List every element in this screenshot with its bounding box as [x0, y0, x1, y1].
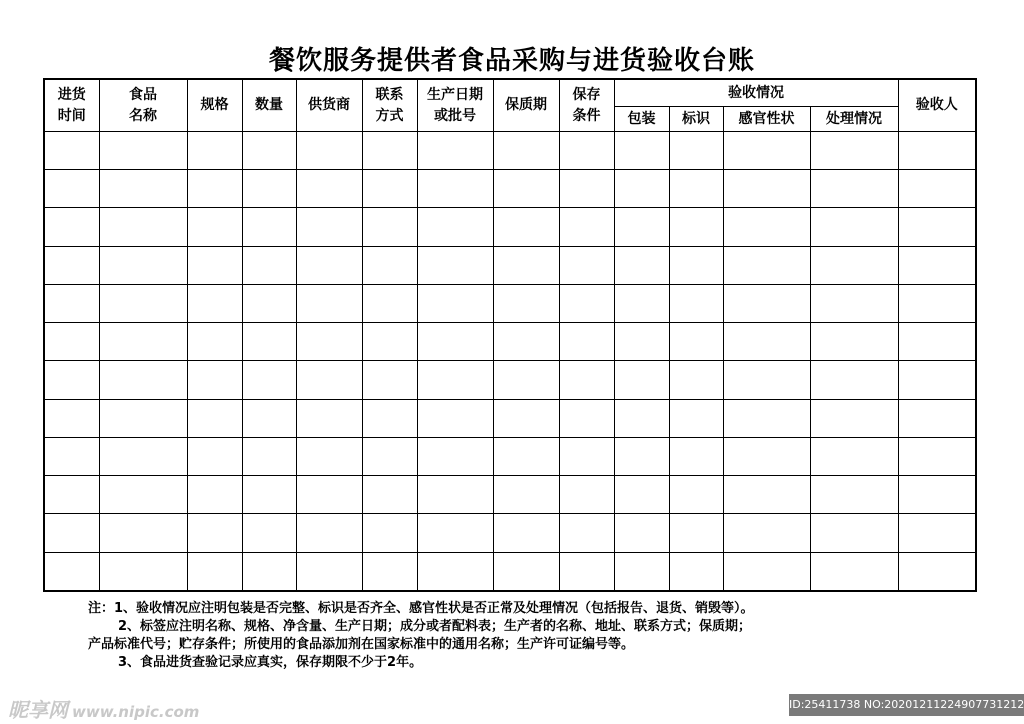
table-cell[interactable]: [362, 284, 417, 322]
table-cell[interactable]: [614, 514, 669, 552]
table-cell[interactable]: [898, 284, 976, 322]
table-cell[interactable]: [559, 208, 614, 246]
header-label: 数量: [255, 97, 283, 113]
table-cell[interactable]: [614, 170, 669, 208]
note-line: 注：1、验收情况应注明包装是否完整、标识是否齐全、感官性状是否正常及处理情况（包括报告、退货、销毁等）。: [88, 601, 754, 616]
table-cell[interactable]: [810, 361, 898, 399]
header-storage: [559, 79, 614, 132]
table-cell[interactable]: [810, 476, 898, 514]
table-cell[interactable]: [723, 284, 810, 322]
table-cell[interactable]: [242, 437, 296, 475]
header-production-date: [417, 79, 493, 132]
image-id-bar: ID:25411738 NO:20201211224907731212: [789, 694, 1024, 716]
table-cell[interactable]: [493, 323, 559, 361]
header-purchase-time: [44, 79, 99, 132]
table-cell[interactable]: [723, 399, 810, 437]
table-cell[interactable]: [493, 476, 559, 514]
table-cell[interactable]: [187, 246, 242, 284]
table-cell[interactable]: [242, 323, 296, 361]
table-cell[interactable]: [614, 552, 669, 591]
table-cell[interactable]: [362, 246, 417, 284]
table-row: [44, 284, 976, 322]
table-cell[interactable]: [614, 399, 669, 437]
table-cell[interactable]: [614, 361, 669, 399]
table-cell[interactable]: [669, 323, 723, 361]
header-label: 供货商: [308, 97, 350, 113]
header-shelf-life: [493, 79, 559, 132]
table-cell[interactable]: [99, 437, 187, 475]
table-cell[interactable]: [417, 361, 493, 399]
table-cell[interactable]: [559, 361, 614, 399]
table-cell[interactable]: [493, 399, 559, 437]
table-cell[interactable]: [898, 170, 976, 208]
logo-text: 昵享网: [8, 698, 68, 722]
table-cell[interactable]: [99, 399, 187, 437]
table-row: [44, 361, 976, 399]
header-spec: [187, 79, 242, 132]
table-cell[interactable]: [417, 514, 493, 552]
table-cell[interactable]: [810, 437, 898, 475]
table-cell[interactable]: [898, 361, 976, 399]
table-cell[interactable]: [810, 170, 898, 208]
table-cell[interactable]: [417, 399, 493, 437]
header-label: 保质期: [505, 97, 547, 113]
table-cell[interactable]: [669, 399, 723, 437]
header-label: 生产日期 或批号: [427, 86, 483, 124]
table-cell[interactable]: [242, 208, 296, 246]
table-cell[interactable]: [44, 476, 99, 514]
watermark-logo: [8, 694, 199, 723]
table-cell[interactable]: [493, 514, 559, 552]
table-cell[interactable]: [723, 323, 810, 361]
header-label: 规格: [200, 97, 229, 113]
table-cell[interactable]: [187, 323, 242, 361]
table-cell[interactable]: [898, 437, 976, 475]
table-cell[interactable]: [417, 437, 493, 475]
table-cell[interactable]: [898, 514, 976, 552]
note-line: 3、食品进货查验记录应真实，保存期限不少于2年。: [118, 655, 423, 670]
table-cell[interactable]: [362, 399, 417, 437]
table-cell[interactable]: [898, 476, 976, 514]
table-cell[interactable]: [187, 399, 242, 437]
table-cell[interactable]: [559, 284, 614, 322]
table-cell[interactable]: [296, 132, 362, 170]
table-cell[interactable]: [242, 514, 296, 552]
table-cell[interactable]: [362, 132, 417, 170]
notes-section: [90, 600, 970, 672]
table-cell[interactable]: [898, 246, 976, 284]
table-cell[interactable]: [242, 361, 296, 399]
table-cell[interactable]: [44, 132, 99, 170]
page-title: 餐饮服务提供者食品采购与进货验收台账: [268, 46, 755, 76]
table-cell[interactable]: [559, 170, 614, 208]
logo-url: www.nipic.com: [72, 703, 200, 721]
table-cell[interactable]: [559, 246, 614, 284]
table-cell[interactable]: [669, 170, 723, 208]
table-cell[interactable]: [493, 284, 559, 322]
table-cell[interactable]: [296, 246, 362, 284]
table-cell[interactable]: [669, 361, 723, 399]
table-cell[interactable]: [559, 437, 614, 475]
subheader-handling: 处理情况: [810, 107, 898, 132]
table-cell[interactable]: [810, 514, 898, 552]
table-cell[interactable]: [296, 476, 362, 514]
table-cell[interactable]: [898, 208, 976, 246]
table-cell[interactable]: [242, 284, 296, 322]
table-cell[interactable]: [362, 437, 417, 475]
table-cell[interactable]: [559, 552, 614, 591]
table-cell[interactable]: [44, 323, 99, 361]
table-cell[interactable]: [99, 170, 187, 208]
table-cell[interactable]: [362, 208, 417, 246]
table-cell[interactable]: [417, 284, 493, 322]
table-cell[interactable]: [44, 361, 99, 399]
table-row: [44, 552, 976, 591]
header-label: 食品 名称: [129, 86, 157, 124]
table-cell[interactable]: [417, 476, 493, 514]
table-cell[interactable]: [44, 208, 99, 246]
table-cell[interactable]: [296, 284, 362, 322]
table-cell[interactable]: [898, 132, 976, 170]
table-cell[interactable]: [614, 323, 669, 361]
table-row: [44, 208, 976, 246]
table-cell[interactable]: [44, 246, 99, 284]
table-cell[interactable]: [493, 246, 559, 284]
table-cell[interactable]: [44, 284, 99, 322]
table-cell[interactable]: [99, 552, 187, 591]
table-cell[interactable]: [187, 284, 242, 322]
table-cell[interactable]: [669, 246, 723, 284]
table-cell[interactable]: [44, 399, 99, 437]
table-cell[interactable]: [614, 476, 669, 514]
table-cell[interactable]: [810, 552, 898, 591]
table-cell[interactable]: [898, 323, 976, 361]
header-supplier: [296, 79, 362, 132]
table-cell[interactable]: [99, 514, 187, 552]
table-row: [44, 170, 976, 208]
table-cell[interactable]: [242, 552, 296, 591]
table-cell[interactable]: [296, 399, 362, 437]
table-cell[interactable]: [296, 323, 362, 361]
table-cell[interactable]: [187, 437, 242, 475]
table-cell[interactable]: [723, 170, 810, 208]
table-cell[interactable]: [669, 284, 723, 322]
table-cell[interactable]: [187, 552, 242, 591]
subheader-packaging: 包装: [614, 107, 669, 132]
header-label: 进货 时间: [57, 86, 86, 124]
table-cell[interactable]: [242, 399, 296, 437]
table-cell[interactable]: [898, 399, 976, 437]
table-cell[interactable]: [614, 437, 669, 475]
table-cell[interactable]: [493, 132, 559, 170]
table-row: [44, 437, 976, 475]
table-cell[interactable]: [723, 208, 810, 246]
table-cell[interactable]: [296, 208, 362, 246]
subheader-label: 标识: [669, 107, 723, 132]
table-row: [44, 132, 976, 170]
table-cell[interactable]: [296, 361, 362, 399]
table-cell[interactable]: [99, 284, 187, 322]
table-row: [44, 399, 976, 437]
table-cell[interactable]: [723, 552, 810, 591]
table-row: [44, 476, 976, 514]
table-cell[interactable]: [362, 476, 417, 514]
table-cell[interactable]: [187, 132, 242, 170]
table-cell[interactable]: [493, 437, 559, 475]
table-cell[interactable]: [417, 246, 493, 284]
table-cell[interactable]: [187, 514, 242, 552]
table-cell[interactable]: [723, 514, 810, 552]
table-cell[interactable]: [242, 132, 296, 170]
table-cell[interactable]: [493, 170, 559, 208]
table-cell[interactable]: [810, 208, 898, 246]
table-row: [44, 246, 976, 284]
table-cell[interactable]: [559, 132, 614, 170]
table-cell[interactable]: [242, 476, 296, 514]
table-cell[interactable]: [898, 552, 976, 591]
table-cell[interactable]: [559, 399, 614, 437]
table-cell[interactable]: [493, 361, 559, 399]
table-cell[interactable]: [44, 170, 99, 208]
table-cell[interactable]: [810, 284, 898, 322]
note-line: 2、标签应注明名称、规格、净含量、生产日期；成分或者配料表；生产者的名称、地址、联系方式；保质期；: [118, 619, 752, 634]
table-cell[interactable]: [44, 437, 99, 475]
table-cell[interactable]: [99, 246, 187, 284]
table-cell[interactable]: [362, 514, 417, 552]
table-cell[interactable]: [559, 514, 614, 552]
table-cell[interactable]: [417, 208, 493, 246]
table-cell[interactable]: [296, 552, 362, 591]
table-cell[interactable]: [614, 208, 669, 246]
table-cell[interactable]: [493, 208, 559, 246]
header-label: 联系 方式: [375, 86, 404, 124]
table-cell[interactable]: [362, 323, 417, 361]
table-cell[interactable]: [362, 552, 417, 591]
table-cell[interactable]: [417, 132, 493, 170]
table-cell[interactable]: [99, 323, 187, 361]
table-cell[interactable]: [614, 284, 669, 322]
header-label: 保存 条件: [572, 86, 601, 124]
table-row: [44, 323, 976, 361]
table-cell[interactable]: [669, 476, 723, 514]
table-cell[interactable]: [99, 361, 187, 399]
table-cell[interactable]: [723, 246, 810, 284]
table-cell[interactable]: [669, 514, 723, 552]
header-food-name: [99, 79, 187, 132]
table-cell[interactable]: [614, 132, 669, 170]
table-cell[interactable]: [493, 552, 559, 591]
table-cell[interactable]: [723, 132, 810, 170]
table-cell[interactable]: [810, 132, 898, 170]
table-cell[interactable]: [362, 170, 417, 208]
table-cell[interactable]: [723, 476, 810, 514]
header-inspection: [614, 79, 898, 107]
header-label: 验收人: [915, 97, 958, 113]
table-cell[interactable]: [669, 208, 723, 246]
table-cell[interactable]: [242, 246, 296, 284]
table-cell[interactable]: [417, 170, 493, 208]
header-contact: [362, 79, 417, 132]
table-cell[interactable]: [187, 361, 242, 399]
table-cell[interactable]: [296, 514, 362, 552]
table-cell[interactable]: [242, 170, 296, 208]
table-cell[interactable]: [187, 476, 242, 514]
table-cell[interactable]: [296, 170, 362, 208]
table-cell[interactable]: [187, 170, 242, 208]
subheader-sensory: 感官性状: [723, 107, 810, 132]
table-cell[interactable]: [723, 437, 810, 475]
table-cell[interactable]: [417, 323, 493, 361]
table-cell[interactable]: [810, 399, 898, 437]
table-row: [44, 514, 976, 552]
table-cell[interactable]: [187, 208, 242, 246]
header-inspector: [898, 79, 976, 132]
table-cell[interactable]: [669, 552, 723, 591]
table-cell[interactable]: [614, 246, 669, 284]
table-cell[interactable]: [99, 132, 187, 170]
procurement-ledger-table: [43, 78, 977, 592]
table-cell[interactable]: [44, 514, 99, 552]
table-cell[interactable]: [559, 476, 614, 514]
note-line: 产品标准代号；贮存条件；所使用的食品添加剂在国家标准中的通用名称；生产许可证编号等。: [88, 637, 635, 652]
table-cell[interactable]: [99, 208, 187, 246]
table-cell[interactable]: [810, 246, 898, 284]
table-cell[interactable]: [669, 132, 723, 170]
table-cell[interactable]: [669, 437, 723, 475]
ledger-body: [44, 132, 976, 592]
table-cell[interactable]: [810, 323, 898, 361]
table-cell[interactable]: [99, 476, 187, 514]
header-label: 验收情况: [728, 84, 784, 101]
table-cell[interactable]: [417, 552, 493, 591]
table-cell[interactable]: [559, 323, 614, 361]
table-cell[interactable]: [44, 552, 99, 591]
header-quantity: [242, 79, 296, 132]
table-cell[interactable]: [723, 361, 810, 399]
table-cell[interactable]: [296, 437, 362, 475]
table-cell[interactable]: [362, 361, 417, 399]
